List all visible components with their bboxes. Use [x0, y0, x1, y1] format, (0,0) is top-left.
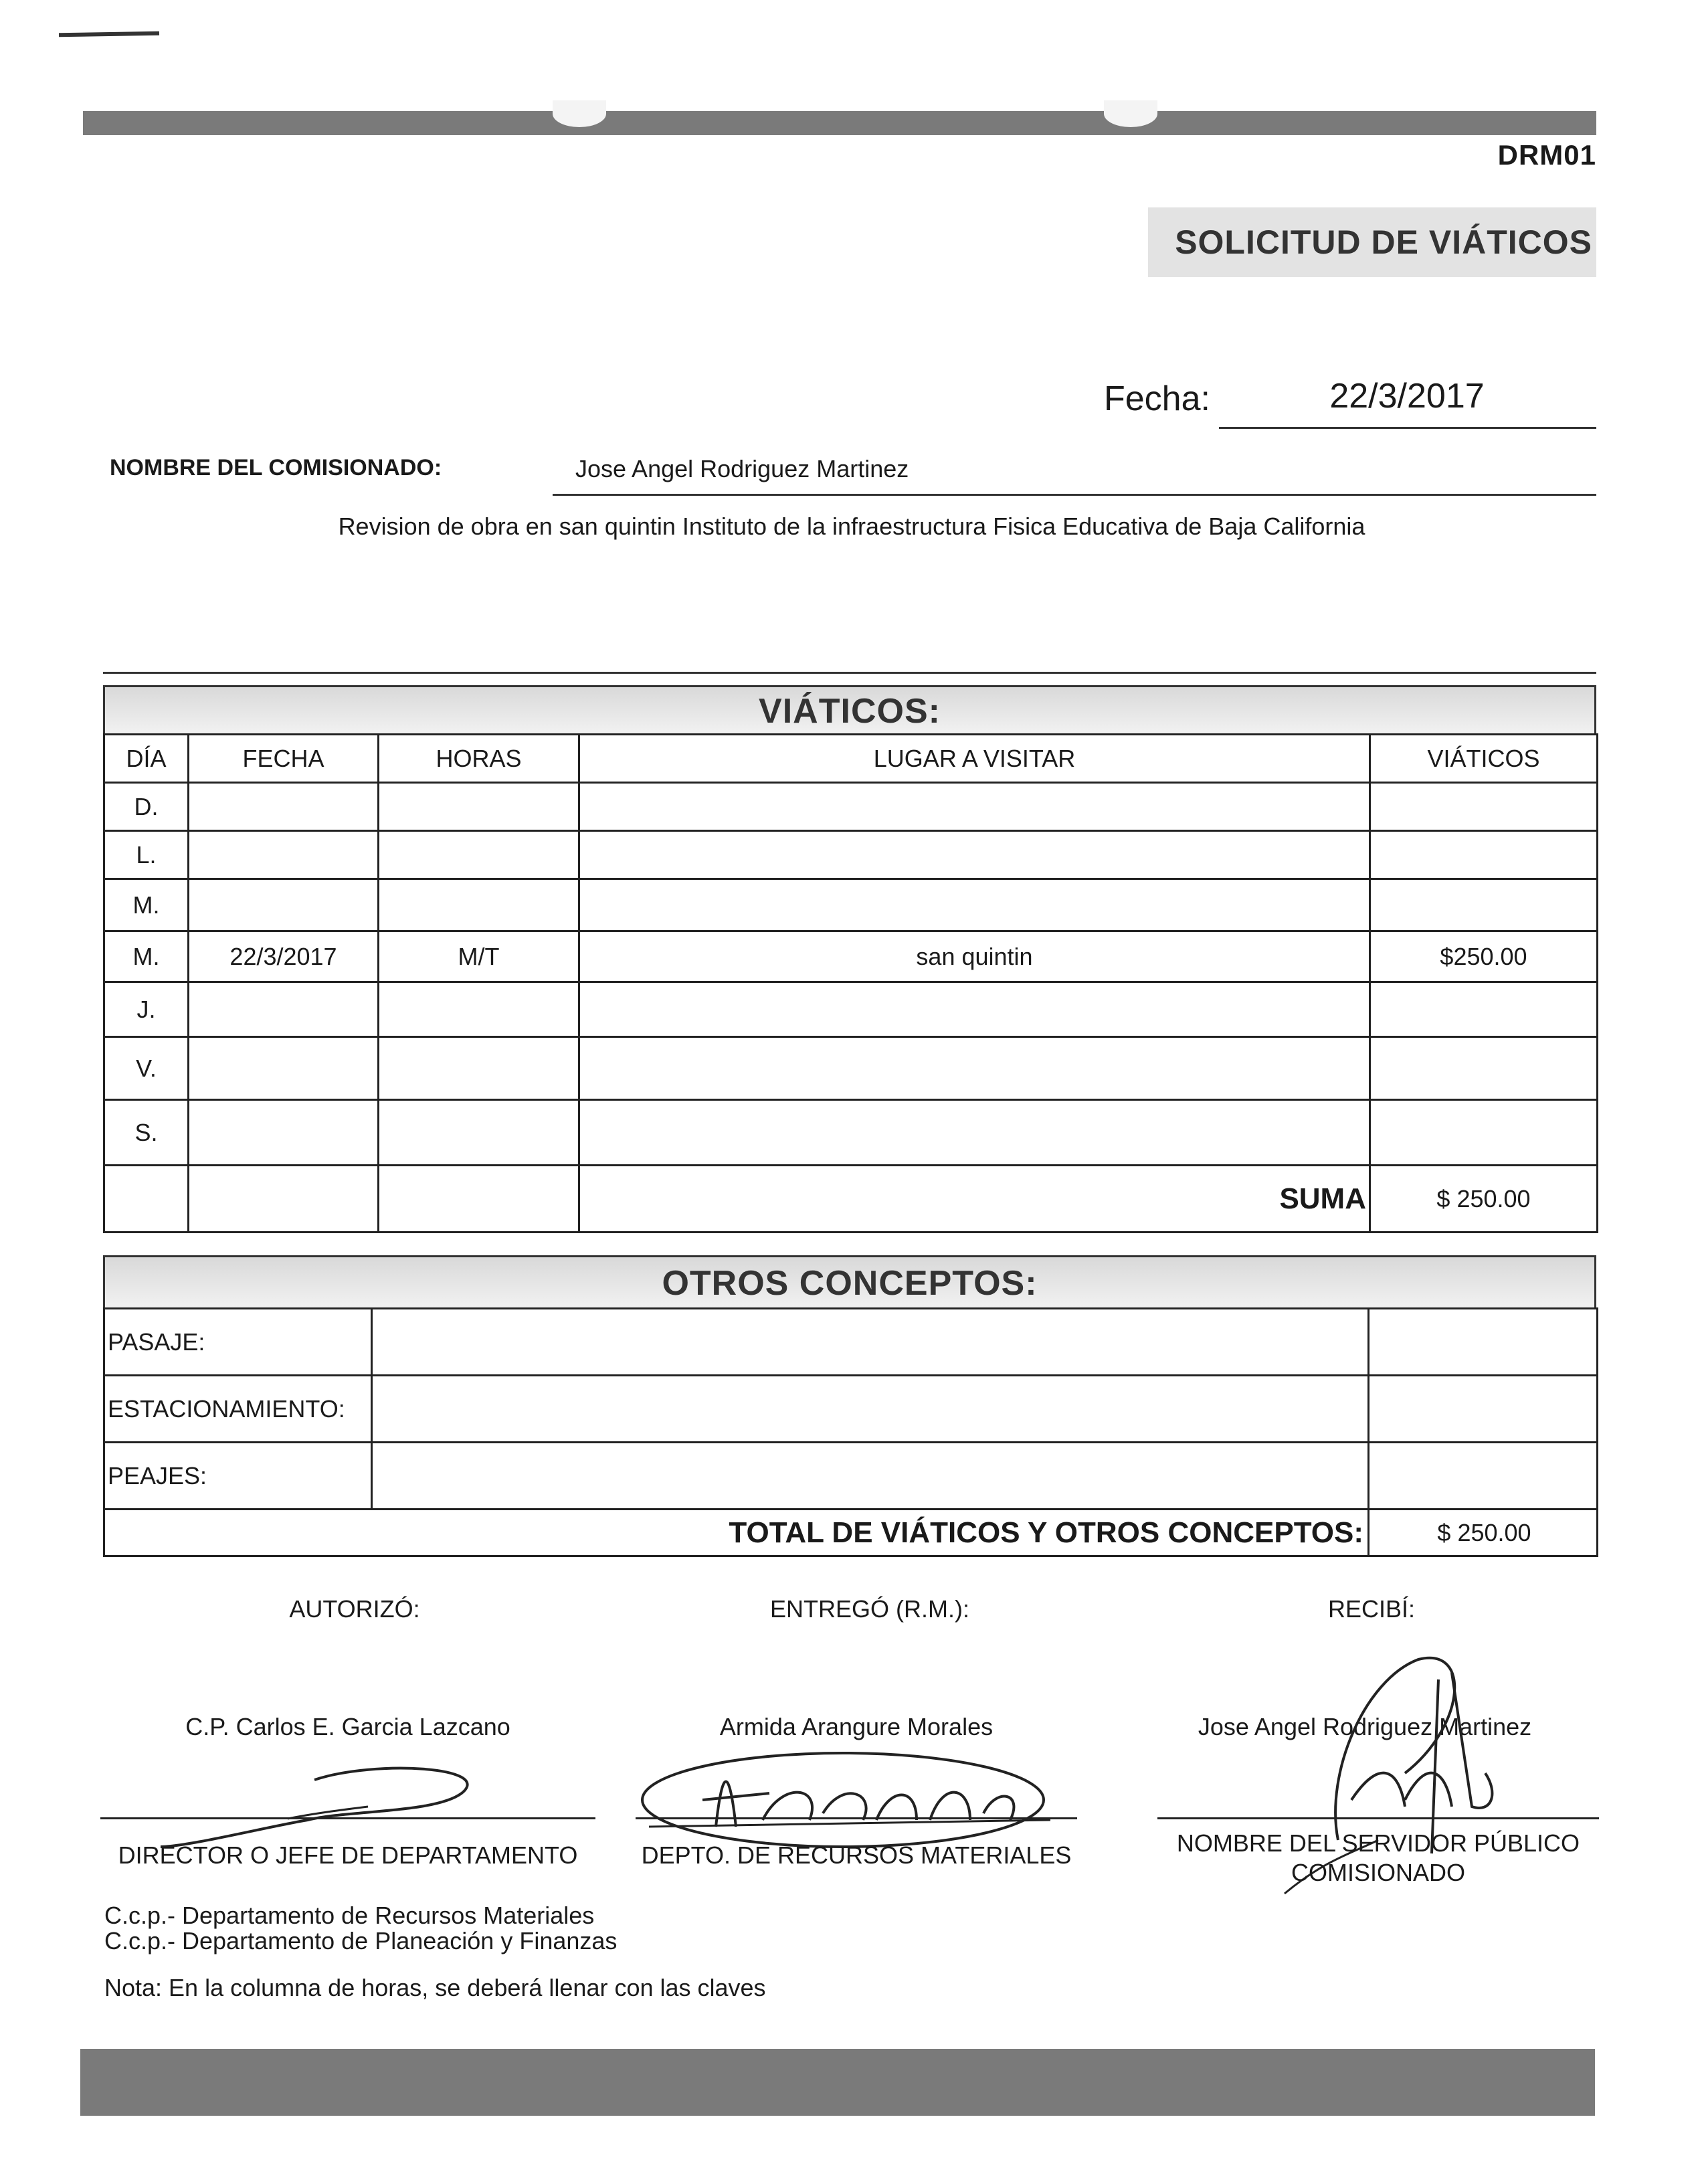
- cell-dia: J.: [104, 982, 189, 1037]
- cell-dia: L.: [104, 831, 189, 879]
- cell-lugar[interactable]: [579, 982, 1370, 1037]
- total-row: [104, 1510, 1598, 1556]
- cell-horas[interactable]: [379, 982, 579, 1037]
- recibi-signature-line: [1157, 1817, 1599, 1819]
- table-row: [104, 1037, 1598, 1100]
- viaticos-table: [103, 733, 1598, 1233]
- viaticos-header-row: [104, 735, 1598, 783]
- cell-dia: V.: [104, 1037, 189, 1100]
- cell-dia: S.: [104, 1100, 189, 1166]
- cell-horas[interactable]: [379, 783, 579, 831]
- pasaje-detail[interactable]: [372, 1309, 1369, 1376]
- total-label: TOTAL DE VIÁTICOS Y OTROS CONCEPTOS:: [104, 1510, 1369, 1556]
- viaticos-heading-bar: [103, 685, 1596, 735]
- table-row: [104, 1100, 1598, 1166]
- cell-horas[interactable]: M/T: [379, 931, 579, 982]
- cell-viaticos[interactable]: [1370, 1100, 1598, 1166]
- table-row: [104, 831, 1598, 879]
- cell-horas[interactable]: [379, 1100, 579, 1166]
- entrego-label: ENTREGÓ (R.M.):: [770, 1595, 969, 1623]
- table-row: [104, 1443, 1598, 1510]
- autorizo-signature-line: [100, 1817, 595, 1819]
- cell-fecha[interactable]: [189, 831, 379, 879]
- cell-horas[interactable]: [379, 1037, 579, 1100]
- peajes-amount[interactable]: [1369, 1443, 1598, 1510]
- table-row: [104, 783, 1598, 831]
- table-row: [104, 982, 1598, 1037]
- header-horas: HORAS: [379, 735, 579, 783]
- estacionamiento-detail[interactable]: [372, 1376, 1369, 1443]
- empty-cell: [379, 1166, 579, 1233]
- otros-heading: OTROS CONCEPTOS:: [662, 1263, 1038, 1303]
- cell-viaticos[interactable]: [1370, 982, 1598, 1037]
- entrego-name: Armida Arangure Morales: [719, 1713, 994, 1740]
- peajes-detail[interactable]: [372, 1443, 1369, 1510]
- cell-fecha[interactable]: [189, 982, 379, 1037]
- punch-hole-mark: [553, 100, 606, 127]
- cell-viaticos[interactable]: [1370, 783, 1598, 831]
- recibi-label: RECIBÍ:: [1327, 1595, 1416, 1623]
- cell-fecha[interactable]: [189, 879, 379, 931]
- suma-row: [104, 1166, 1598, 1233]
- entrego-signature-line: [636, 1817, 1077, 1819]
- cell-viaticos[interactable]: $250.00: [1370, 931, 1598, 982]
- recibi-name: Jose Angel Rodriguez Martinez: [1198, 1713, 1532, 1740]
- form-title-box: [1148, 207, 1596, 277]
- header-bar: [83, 111, 1596, 135]
- otros-table: [103, 1307, 1598, 1557]
- ccp-line-1: C.c.p.- Departamento de Recursos Materiales: [104, 1902, 595, 1929]
- cell-viaticos[interactable]: [1370, 831, 1598, 879]
- cell-horas[interactable]: [379, 879, 579, 931]
- autorizo-label: AUTORIZÓ:: [289, 1595, 420, 1623]
- cell-lugar[interactable]: [579, 1037, 1370, 1100]
- cell-lugar[interactable]: [579, 1100, 1370, 1166]
- cell-lugar[interactable]: [579, 831, 1370, 879]
- purpose-underline: [103, 672, 1596, 674]
- empty-cell: [189, 1166, 379, 1233]
- cell-horas[interactable]: [379, 831, 579, 879]
- punch-hole-mark: [1104, 100, 1157, 127]
- table-row: [104, 1376, 1598, 1443]
- cell-fecha[interactable]: [189, 1100, 379, 1166]
- table-row: [104, 931, 1598, 982]
- header-fecha: FECHA: [189, 735, 379, 783]
- autorizo-signature: [147, 1746, 495, 1853]
- fecha-value: 22/3/2017: [1329, 377, 1485, 416]
- header-viaticos: VIÁTICOS: [1370, 735, 1598, 783]
- pasaje-amount[interactable]: [1369, 1309, 1598, 1376]
- recibi-role-line2: COMISIONADO: [1291, 1859, 1465, 1886]
- otros-heading-bar: [103, 1255, 1596, 1309]
- form-title: SOLICITUD DE VIÁTICOS: [1175, 223, 1592, 261]
- pasaje-label: PASAJE:: [104, 1309, 372, 1376]
- cell-lugar[interactable]: san quintin: [579, 931, 1370, 982]
- cell-viaticos[interactable]: [1370, 879, 1598, 931]
- purpose-text: Revision de obra en san quintin Instituto de la infraestructura Fisica Educativa de Baja California: [338, 513, 1365, 540]
- entrego-role: DEPTO. DE RECURSOS MATERIALES: [641, 1841, 1072, 1869]
- table-row: [104, 1309, 1598, 1376]
- header-dia: DÍA: [104, 735, 189, 783]
- comisionado-underline: [553, 494, 1596, 496]
- cell-lugar[interactable]: [579, 879, 1370, 931]
- header-lugar: LUGAR A VISITAR: [579, 735, 1370, 783]
- cell-fecha[interactable]: 22/3/2017: [189, 931, 379, 982]
- comisionado-value: Jose Angel Rodriguez Martinez: [575, 455, 909, 482]
- footer-bar: [80, 2049, 1595, 2116]
- cell-dia: D.: [104, 783, 189, 831]
- suma-value: $ 250.00: [1370, 1166, 1598, 1233]
- table-row: [104, 879, 1598, 931]
- comisionado-label: NOMBRE DEL COMISIONADO:: [110, 455, 442, 480]
- entrego-signature: [622, 1726, 1077, 1860]
- scan-mark: [59, 31, 159, 37]
- viaticos-heading: VIÁTICOS:: [759, 691, 941, 731]
- fecha-label: Fecha:: [1104, 379, 1210, 418]
- peajes-label: PEAJES:: [104, 1443, 372, 1510]
- cell-fecha[interactable]: [189, 783, 379, 831]
- autorizo-name: C.P. Carlos E. Garcia Lazcano: [185, 1713, 510, 1740]
- cell-lugar[interactable]: [579, 783, 1370, 831]
- total-value: $ 250.00: [1369, 1510, 1598, 1556]
- form-code: DRM01: [1497, 139, 1596, 171]
- cell-viaticos[interactable]: [1370, 1037, 1598, 1100]
- cell-fecha[interactable]: [189, 1037, 379, 1100]
- empty-cell: [104, 1166, 189, 1233]
- estacionamiento-amount[interactable]: [1369, 1376, 1598, 1443]
- recibi-role-line1: NOMBRE DEL SERVIDOR PÚBLICO: [1176, 1829, 1580, 1857]
- nota-text: Nota: En la columna de horas, se deberá llenar con las claves: [104, 1974, 766, 2001]
- autorizo-role: DIRECTOR O JEFE DE DEPARTAMENTO: [118, 1841, 578, 1869]
- ccp-line-2: C.c.p.- Departamento de Planeación y Finanzas: [104, 1927, 618, 1954]
- cell-dia: M.: [104, 931, 189, 982]
- cell-dia: M.: [104, 879, 189, 931]
- estacionamiento-label: ESTACIONAMIENTO:: [104, 1376, 372, 1443]
- suma-label: SUMA: [579, 1166, 1370, 1233]
- fecha-underline: [1219, 427, 1596, 429]
